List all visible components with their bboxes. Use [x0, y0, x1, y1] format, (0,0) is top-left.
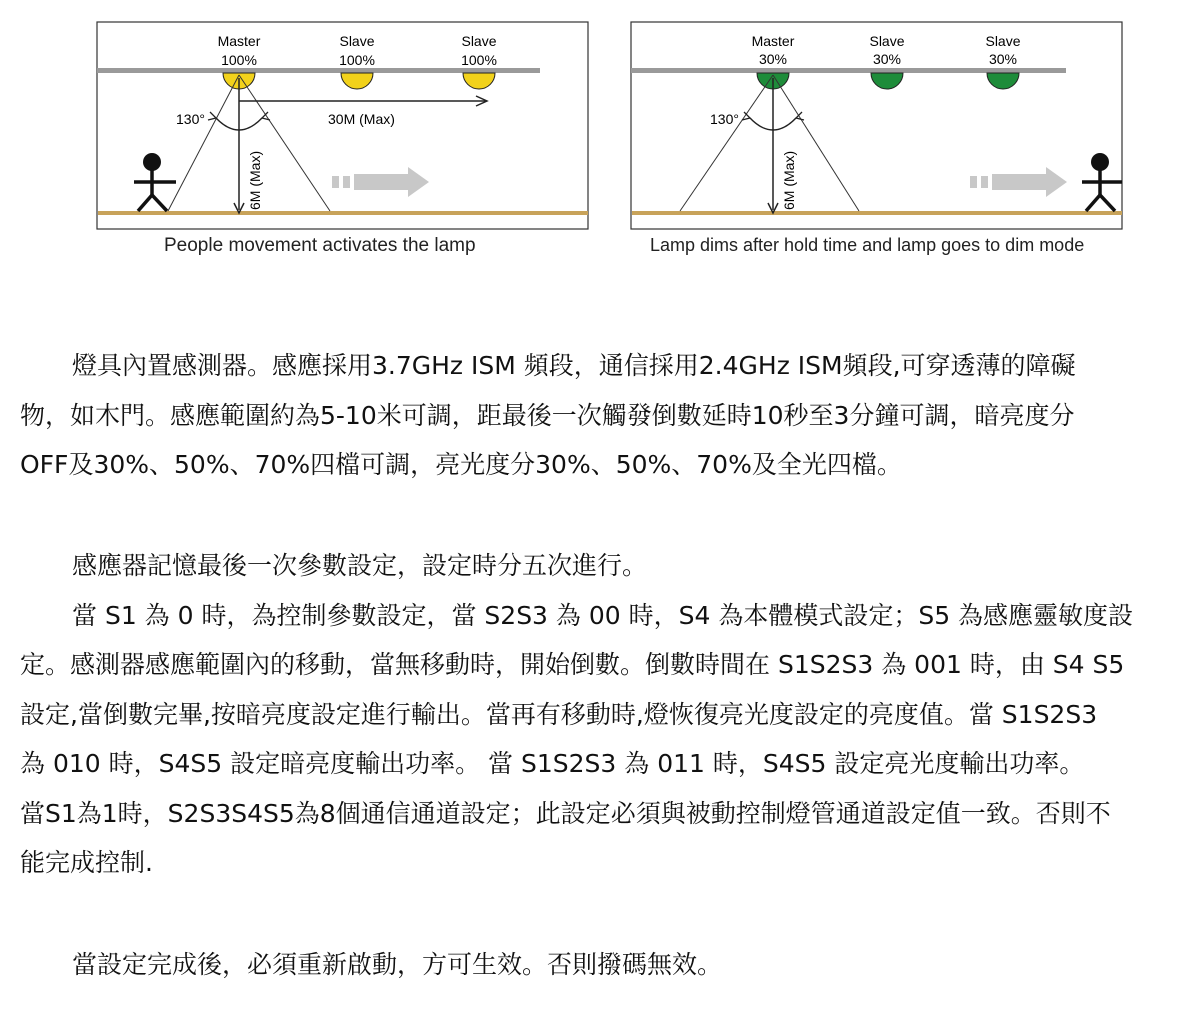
text-line-content: 當設定完成後，必須重新啟動，方可生效。否則撥碼無效。	[72, 950, 723, 979]
motion-activated-illustration	[96, 0, 596, 232]
paragraph-restart-note	[20, 940, 1185, 990]
dim-mode-illustration	[630, 0, 1130, 232]
lamp-slave-2-level: 100%	[461, 52, 497, 68]
caption-dim-mode: Lamp dims after hold time and lamp goes to dim mode	[650, 235, 1085, 255]
caption-motion-activated: People movement activates the lamp	[164, 235, 476, 256]
paragraph-setting-instructions	[20, 541, 1185, 888]
text-line-content: 感應器記憶最後一次參數設定，設定時分五次進行。	[72, 551, 648, 580]
floor-line	[98, 211, 588, 215]
lamp-slave-1-level: 30%	[872, 51, 902, 67]
lamp-master-role: Master	[217, 33, 261, 49]
lamp-slave-1-role: Slave	[869, 33, 905, 49]
text-line	[20, 940, 1185, 990]
lamp-master-role: Master	[751, 33, 795, 49]
text-line: 物，如木門。感應範圍約為5-10米可調，距最後一次觸發倒數延時10秒至3分鐘可調，暗亮度分	[20, 400, 1075, 430]
text-line	[20, 341, 1185, 391]
text-line: 為 010 時，S4S5 設定暗亮度輸出功率。 當 S1S2S3 為 011 時，S4S5 設定亮光度輸出功率。	[20, 749, 1085, 778]
text-line: 定。感測器感應範圍內的移動，當無移動時，開始倒數。倒數時間在 S1S2S3 為 001 時，由 S4 S5	[20, 650, 1125, 679]
text-line: 設定,當倒數完畢,按暗亮度設定進行輸出。當再有移動時,燈恢復亮光度設定的亮度值。當 S1S2S3	[20, 699, 1098, 729]
diagram-dim-mode	[630, 0, 1130, 236]
text-line-content: 當 S1 為 0 時，為控制參數設定，當 S2S3 為 00 時，S4 為本體模式設定；S5 為感應靈敏度設	[72, 600, 1134, 630]
diagram-motion-activated	[96, 0, 596, 236]
angle-label: 130°	[710, 111, 739, 127]
text-line-content: 燈具內置感測器。感應採用3.7GHz ISM 頻段，通信採用2.4GHz ISM頻段,可穿透薄的障礙	[72, 351, 1076, 380]
angle-label: 130°	[176, 111, 205, 127]
text-line: 當S1為1時，S2S3S4S5為8個通信通道設定；此設定必須與被動控制燈管通道設定值一致。否則不	[20, 798, 1111, 828]
lamp-slave-1-role: Slave	[339, 33, 375, 49]
floor-line	[632, 211, 1122, 215]
text-line	[20, 591, 1185, 641]
lamp-master-level: 30%	[758, 51, 788, 67]
height-label: 6M (Max)	[247, 150, 263, 210]
text-line: OFF及30%、50%、70%四檔可調，亮光度分30%、50%、70%及全光四檔。	[20, 450, 902, 479]
lamp-slave-2-level: 30%	[988, 51, 1018, 67]
text-line: 能完成控制.	[20, 848, 153, 877]
ceiling-bar	[97, 68, 540, 73]
height-label: 6M (Max)	[781, 150, 797, 210]
distance-label: 30M (Max)	[328, 111, 395, 127]
lamp-slave-2-role: Slave	[461, 33, 497, 49]
ceiling-bar	[631, 68, 1066, 73]
lamp-slave-1-level: 100%	[339, 52, 375, 68]
paragraph-sensor-description	[20, 341, 1185, 490]
lamp-master-level: 100%	[221, 52, 257, 68]
text-line	[20, 541, 1185, 591]
lamp-slave-2-role: Slave	[985, 33, 1021, 49]
